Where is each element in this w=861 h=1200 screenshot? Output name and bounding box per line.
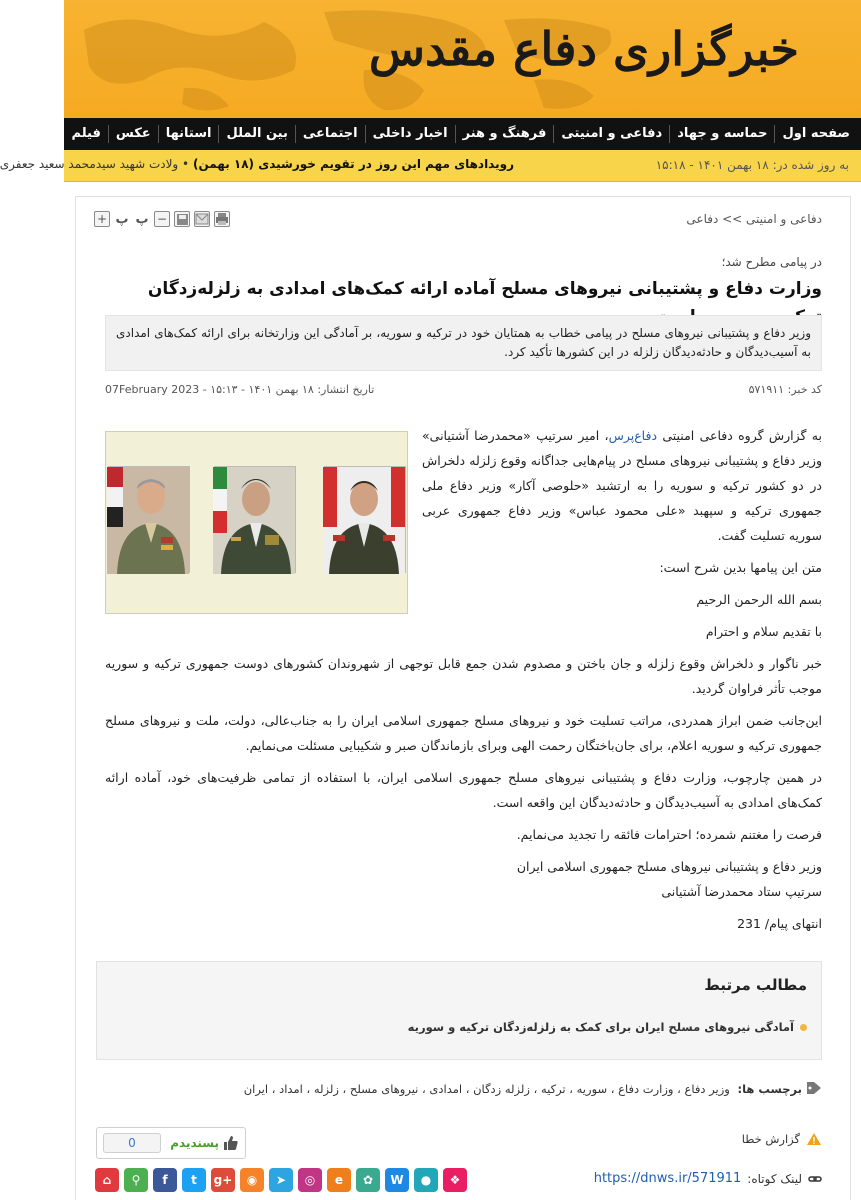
tag-icon: [806, 1081, 822, 1098]
virasty-icon[interactable]: W: [385, 1168, 409, 1192]
publish-date: تاریخ انتشار: ۱۸ بهمن ۱۴۰۱ - ۱۵:۱۳ - 07February 2023: [105, 383, 375, 396]
paragraph-7: در همین چارچوب، وزارت دفاع و پشتیبانی نیروهای مسلح جمهوری اسلامی ایران، با استفاده از تمامی ظرفیت‌های خود، آماده ارائه کمک‌های امدادی به آسیب‌دیدگان و حادثه‌دیدگان این واقعه است.: [105, 770, 822, 810]
related-item[interactable]: آمادگی نیروهای مسلح ایران برای کمک به زلزله‌زدگان ترکیه و سوریه: [408, 1020, 807, 1034]
last-updated: به روز شده در: ۱۸ بهمن ۱۴۰۱ - ۱۵:۱۸: [655, 158, 849, 172]
tags-label: برچسب ها:: [737, 1082, 802, 1096]
news-ticker: [0, 150, 861, 182]
save-icon[interactable]: [174, 211, 190, 227]
email-icon[interactable]: [194, 211, 210, 227]
events-ticker[interactable]: رویدادهای مهم این روز در تقویم خورشیدی (۱۸ بهمن) • ولادت شهید سیدمحمد سعید جعفری: [0, 157, 514, 171]
article-card: [75, 196, 851, 1200]
site-logo[interactable]: خبرگزاری دفاع مقدس: [368, 22, 799, 76]
article-title: وزارت دفاع و پشتیبانی نیروهای مسلح آماده ارائه کمک‌های امدادی به زلزله‌زدگان: [147, 279, 822, 299]
bullet-icon: [800, 1024, 807, 1031]
events-title[interactable]: رویدادهای مهم این روز در تقویم خورشیدی (۱۸ بهمن): [192, 157, 514, 171]
paragraph-1: به گزارش گروه دفاعی امنیتی دفاع‌پرس، امیر سرتیپ «محمدرضا آشتیانی» وزیر دفاع و پشتیبانی نیروهای مسلح در پیام‌هایی جداگانه وقوع زلزله دلخراش در دو کشور ترکیه و سوریه را به ارتشبد «حلوصی آکار» وزیر دفاع ملی جمهوری ترکیه و سپهبد «علی محمود عباس» وزیر دفاع جمهوری عربی سوریه تسلیت گفت.: [422, 428, 822, 543]
instagram-icon[interactable]: ◎: [298, 1168, 322, 1192]
news-code: کد خبر: ۵۷۱۹۱۱: [748, 383, 822, 396]
bale-icon[interactable]: ●: [414, 1168, 438, 1192]
warning-icon: [806, 1132, 822, 1146]
defapress-link[interactable]: دفاع‌پرس: [608, 428, 658, 443]
tags-list[interactable]: وزیر دفاع ، وزارت دفاع ، سوریه ، ترکیه ، زلزله زدگان ، امدادی ، نیروهای مسلح ، زلزله ، امداد ، ایران: [243, 1082, 730, 1096]
nav-item-international[interactable]: بین الملل: [218, 125, 294, 143]
breadcrumb[interactable]: دفاعی و امنیتی >> دفاعی: [686, 212, 822, 226]
thumbs-up-icon: [223, 1135, 239, 1151]
eitaa-icon[interactable]: e: [327, 1168, 351, 1192]
gap-icon[interactable]: ❖: [443, 1168, 467, 1192]
like-label: پسندیدم: [170, 1135, 239, 1151]
article-rutitr: در پیامی مطرح شد؛: [721, 255, 822, 269]
nav-item-defense[interactable]: دفاعی و امنیتی: [553, 125, 669, 143]
signature-name: سرتیپ ستاد محمدرضا آشتیانی: [661, 884, 822, 899]
site-header: [64, 0, 861, 118]
soroush-icon[interactable]: ✿: [356, 1168, 380, 1192]
tags-row: [96, 1081, 822, 1098]
nav-item-social[interactable]: اجتماعی: [295, 125, 365, 143]
font-size-large-icon[interactable]: پ: [115, 211, 129, 227]
font-size-small-icon[interactable]: پ: [135, 211, 149, 227]
article-tools: [94, 211, 230, 227]
twitter-icon[interactable]: t: [182, 1168, 206, 1192]
nav-item-film[interactable]: فیلم: [71, 126, 101, 141]
article-lead: وزیر دفاع و پشتیبانی نیروهای مسلح در پیامی خطاب به همتایان خود در ترکیه و سوریه، بر آمادگی این وزارتخانه برای ارائه کمک‌های امدادی به آسیب‌دیدگان و حادثه‌دیدگان زلزله در این کشورها تأکید کرد.: [105, 315, 822, 371]
paragraph-3: بسم الله الرحمن الرحیم: [696, 592, 822, 607]
paragraph-2: متن این پیامها بدین شرح است:: [659, 560, 822, 575]
end-of-message: انتهای پیام/ 231: [737, 916, 822, 931]
article-body: [105, 423, 822, 943]
paragraph-5: خبر ناگوار و دلخراش وقوع زلزله و جان باختن و مصدوم شدن جمع قابل توجهی از شهروندان کشورهای دوست جمهوری ترکیه و سوریه موجب تأثر فراوان گردید.: [105, 656, 822, 696]
nav-item-domestic[interactable]: اخبار داخلی: [365, 125, 455, 143]
short-link: لینک کوتاه: https://dnws.ir/571911: [594, 1171, 822, 1186]
google-plus-icon[interactable]: g+: [211, 1168, 235, 1192]
increase-font-icon[interactable]: +: [94, 211, 110, 227]
nav-item-epic[interactable]: حماسه و جهاد: [669, 125, 774, 143]
related-heading: مطالب مرتبط: [704, 976, 807, 994]
link-icon: [808, 1172, 822, 1186]
report-error-button[interactable]: گزارش خطا: [742, 1132, 822, 1146]
nav-item-home[interactable]: صفحه اول: [774, 125, 857, 143]
signature-title: وزیر دفاع و پشتیبانی نیروهای مسلح جمهوری اسلامی ایران: [516, 859, 822, 874]
related-articles: [96, 961, 822, 1060]
like-count: 0: [103, 1133, 161, 1153]
article-meta: [105, 383, 822, 401]
nav-item-culture[interactable]: فرهنگ و هنر: [455, 125, 554, 143]
like-button[interactable]: [96, 1127, 246, 1159]
telegram-icon[interactable]: ➤: [269, 1168, 293, 1192]
paragraph-6: این‌جانب ضمن ابراز همدردی، مراتب تسلیت خود و نیروهای مسلح جمهوری اسلامی ایران را به جناب‌عالی، دولت، ملت و نیروهای مسلح جمهوری ترکیه و سوریه اعلام، برای جان‌باختگان رحمت الهی وبرای بازماندگان صبر و شکیبایی مسئلت می‌نمایم.: [105, 713, 822, 753]
paragraph-8: فرصت را مغتنم شمرده؛ احترامات فائقه را تجدید می‌نمایم.: [516, 827, 822, 842]
print-icon[interactable]: [214, 211, 230, 227]
share-bar: [95, 1168, 467, 1192]
rss-icon[interactable]: ◉: [240, 1168, 264, 1192]
nav-item-photo[interactable]: عکس: [108, 125, 158, 143]
main-nav: [64, 118, 861, 150]
decrease-font-icon[interactable]: −: [154, 211, 170, 227]
search-icon[interactable]: ⚲: [124, 1168, 148, 1192]
events-text[interactable]: ولادت شهید سیدمحمد سعید جعفری: [0, 157, 179, 171]
paragraph-4: با تقدیم سلام و احترام: [705, 624, 822, 639]
short-link-url[interactable]: https://dnws.ir/571911: [593, 1171, 742, 1186]
facebook-icon[interactable]: f: [153, 1168, 177, 1192]
home-icon[interactable]: ⌂: [95, 1168, 119, 1192]
nav-item-provinces[interactable]: استانها: [158, 125, 219, 143]
